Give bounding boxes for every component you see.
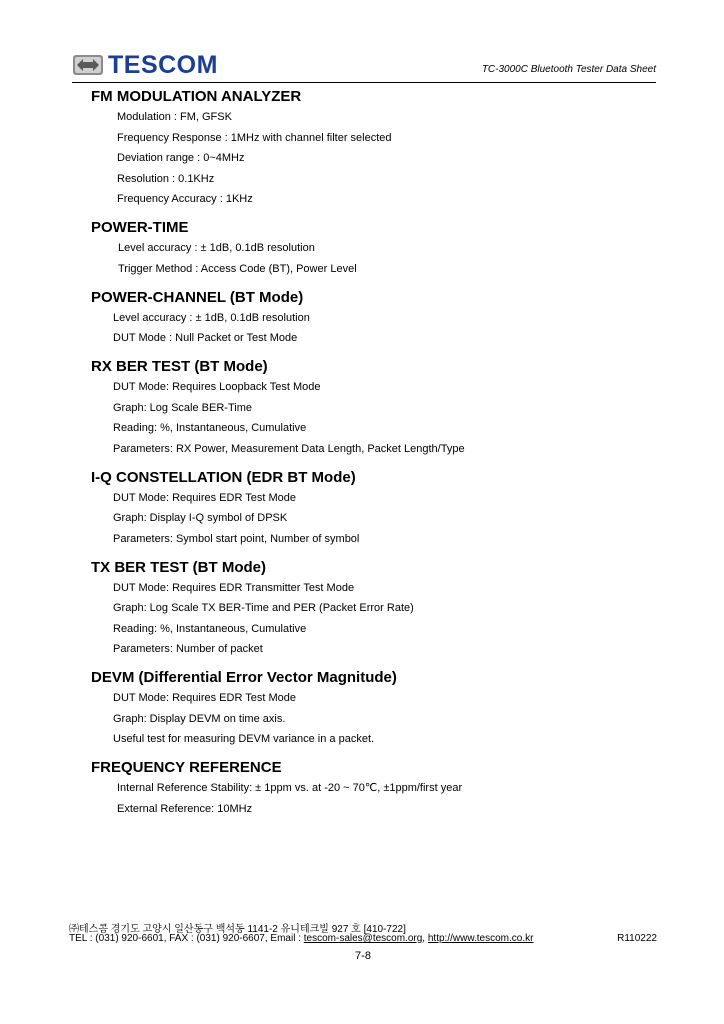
section-title: RX BER TEST (BT Mode) <box>91 358 268 375</box>
tescom-logo <box>72 52 218 78</box>
section-fm-modulation-analyzer <box>91 88 651 205</box>
section-title: FM MODULATION ANALYZER <box>91 88 302 105</box>
revision-code: R110222 <box>617 933 657 944</box>
spec-list <box>91 242 651 275</box>
spec-item: DUT Mode: Requires Loopback Test Mode <box>113 381 321 393</box>
section-title: POWER-TIME <box>91 219 189 236</box>
spec-item: Level accuracy : ± 1dB, 0.1dB resolution <box>113 311 310 324</box>
spec-item: Graph: Log Scale BER-Time <box>113 401 252 414</box>
email-link[interactable]: tescom-sales@tescom.org <box>303 933 423 944</box>
spec-content <box>91 88 651 815</box>
spec-item: Frequency Accuracy : 1KHz <box>117 193 253 205</box>
company-address: ㈜테스콤 경기도 고양시 일산동구 백석동 1141-2 유니테크빌 927 호 [410-722] <box>69 924 406 935</box>
spec-list <box>91 582 651 656</box>
section-title: POWER-CHANNEL (BT Mode) <box>91 288 304 306</box>
spec-item: Resolution : 0.1KHz <box>117 172 215 185</box>
spec-item: DUT Mode: Requires EDR Test Mode <box>113 692 296 704</box>
spec-item: Frequency Response : 1MHz with channel filter selected <box>117 131 392 144</box>
spec-item: Graph: Log Scale TX BER-Time and PER (Packet Error Rate) <box>113 602 414 614</box>
spec-list <box>91 111 651 205</box>
spec-item: DUT Mode: Requires EDR Transmitter Test Mode <box>113 581 355 594</box>
section-title: FREQUENCY REFERENCE <box>91 759 282 776</box>
section-frequency-reference <box>91 759 651 815</box>
section-tx-ber-test <box>91 559 651 656</box>
section-devm <box>91 669 651 745</box>
spec-list <box>91 381 651 455</box>
website-link[interactable]: http://www.tescom.co.kr <box>427 933 534 944</box>
spec-item: Trigger Method : Access Code (BT), Power Level <box>118 262 357 275</box>
section-power-time <box>91 219 651 275</box>
section-power-channel <box>91 289 651 345</box>
spec-item: Parameters: Symbol start point, Number of symbol <box>113 532 360 545</box>
document-title: TC-3000C Bluetooth Tester Data Sheet <box>481 64 656 75</box>
page-header <box>72 50 656 84</box>
section-title: DEVM (Differential Error Vector Magnitude) <box>91 669 397 686</box>
tescom-logo-icon <box>72 54 104 76</box>
spec-item: DUT Mode : Null Packet or Test Mode <box>113 332 298 344</box>
spec-list <box>91 312 651 345</box>
section-iq-constellation <box>91 469 651 545</box>
spec-item: Reading: %, Instantaneous, Cumulative <box>113 422 307 434</box>
spec-item: Level accuracy : ± 1dB, 0.1dB resolution <box>118 242 315 254</box>
spec-item: Deviation range : 0~4MHz <box>117 152 245 164</box>
spec-item: Internal Reference Stability: ± 1ppm vs. at -20 ~ 70℃, ±1ppm/first year <box>117 782 463 794</box>
contact-separator: , <box>422 933 428 944</box>
section-rx-ber-test <box>91 358 651 455</box>
section-title: TX BER TEST (BT Mode) <box>91 558 266 576</box>
spec-item: Useful test for measuring DEVM variance in a packet. <box>113 733 375 745</box>
contact-line <box>69 933 533 944</box>
page-number: 7-8 <box>355 950 371 962</box>
spec-list <box>91 492 651 545</box>
section-title: I-Q CONSTELLATION (EDR BT Mode) <box>91 468 356 486</box>
spec-list <box>91 782 651 815</box>
header-divider <box>72 82 656 83</box>
spec-item: Graph: Display DEVM on time axis. <box>113 712 286 725</box>
contact-phone-fax: TEL : (031) 920-6601, FAX : (031) 920-6607, Email : <box>69 933 304 944</box>
spec-item: Modulation : FM, GFSK <box>117 111 232 123</box>
spec-item: Parameters: RX Power, Measurement Data Length, Packet Length/Type <box>113 442 465 455</box>
spec-item: External Reference: 10MHz <box>117 802 253 815</box>
logo-text: TESCOM <box>108 51 218 79</box>
spec-item: Graph: Display I-Q symbol of DPSK <box>113 512 288 524</box>
spec-list <box>91 692 651 745</box>
spec-item: Reading: %, Instantaneous, Cumulative <box>113 622 307 635</box>
spec-item: DUT Mode: Requires EDR Test Mode <box>113 491 296 504</box>
spec-item: Parameters: Number of packet <box>113 643 263 655</box>
